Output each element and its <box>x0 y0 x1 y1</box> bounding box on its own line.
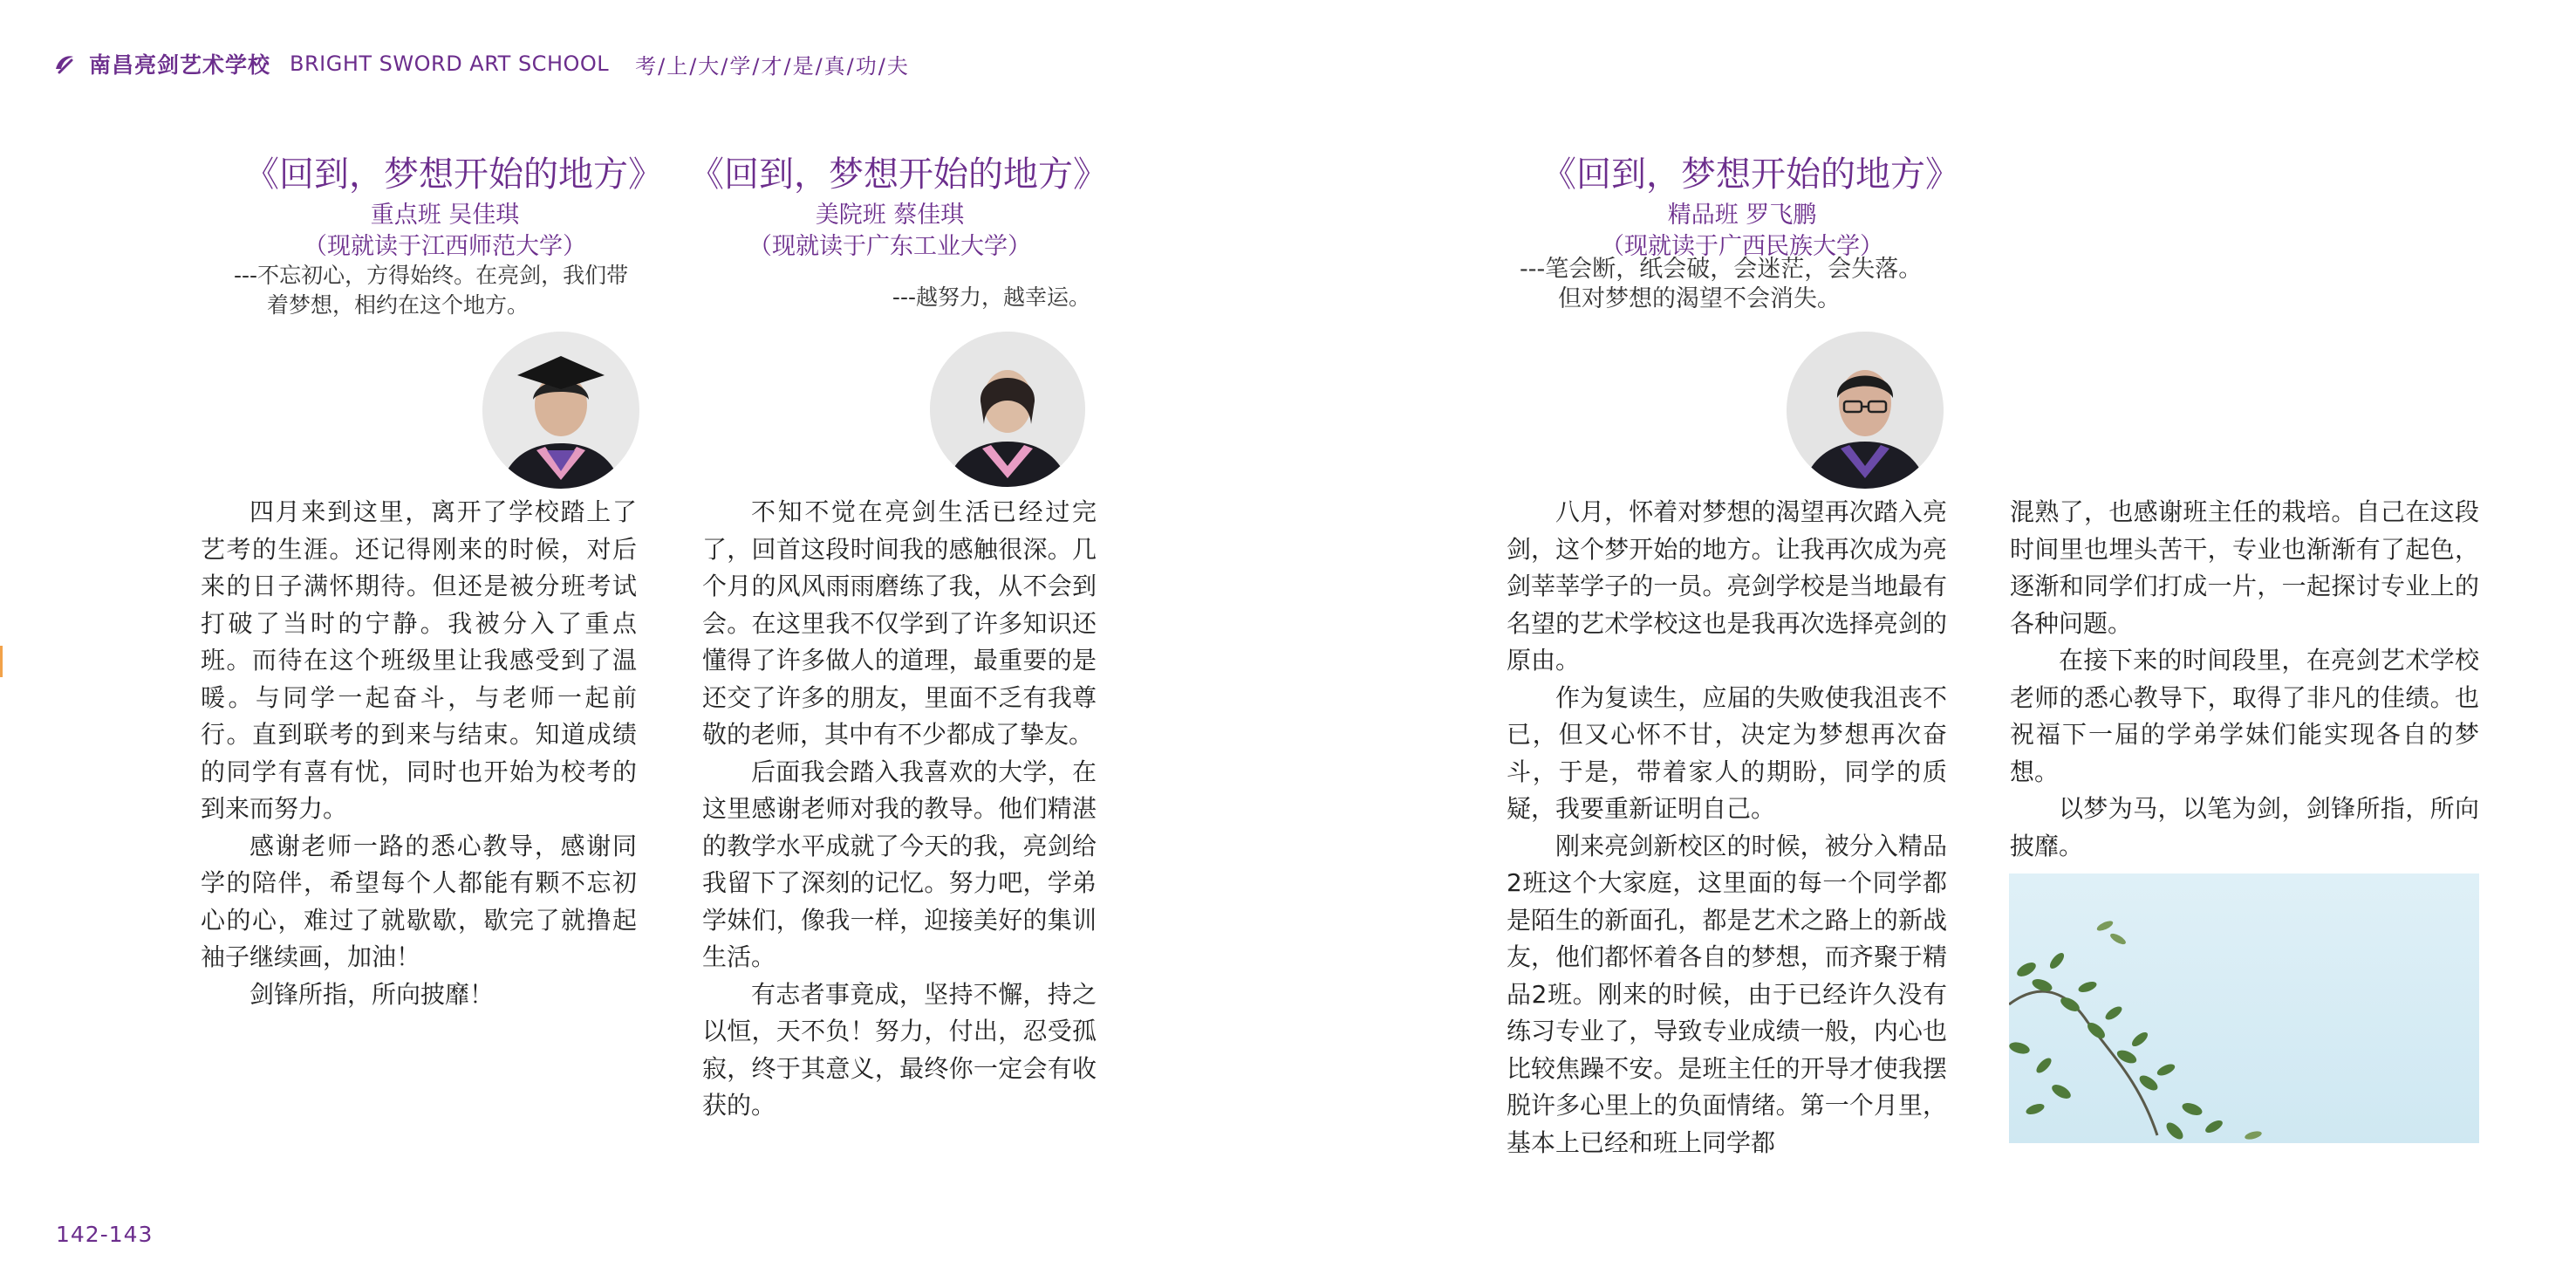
article-paragraph: 感谢老师一路的悉心教导，感谢同学的陪伴，希望每个人都能有颗不忘初心的心，难过了就歇歇，歇完了就撸起袖子继续画，加油！ <box>201 831 637 971</box>
school-slogan: 考/上/大/学/才/是/真/功/夫 <box>635 53 910 79</box>
article-paragraph: 八月，怀着对梦想的渴望再次踏入亮剑，这个梦开始的地方。让我再次成为亮剑莘莘学子的一员。亮剑学校是当地最有名望的艺术学校这也是我再次选择亮剑的原由。 <box>1507 497 1947 675</box>
article-author: 精品班 罗飞鹏 <box>1667 202 1817 229</box>
article-paragraph: 后面我会踏入我喜欢的大学，在这里感谢老师对我的教导。他们精湛的教学水平成就了今天的我，亮剑给我留下了深刻的记忆。努力吧，学弟学妹们，像我一样，迎接美好的集训生活。 <box>702 757 1097 971</box>
student-portrait <box>930 332 1085 487</box>
article-author: 美院班 蔡佳琪 <box>815 202 965 229</box>
quote-line: 但对梦想的渴望不会消失。 <box>1558 285 1841 312</box>
article-paragraph: 有志者事竟成，坚持不懈，持之以恒，天不负！努力，付出，忍受孤寂，终于其意义，最终你一定会有收获的。 <box>702 979 1097 1120</box>
article-paragraph: 剑锋所指，所向披靡！ <box>249 979 495 1009</box>
article-title: 《回到，梦想开始的地方》 <box>689 154 1108 195</box>
article-paragraph: 四月来到这里，离开了学校踏上了艺考的生涯。还记得刚来的时候，对后来的日子满怀期待。但还是被分班考试打破了当时的宁静。我被分入了重点班。而待在这个班级里让我感受到了温暖。与同学一起奋斗，与老师一起前行。直到联考的到来与结束。知道成绩的同学有喜有忧，同时也开始为校考的到来而努力。 <box>201 497 637 823</box>
school-name-cn: 南昌亮剑艺术学校 <box>89 52 271 78</box>
article-paragraph: 作为复读生，应届的失败使我沮丧不已，但又心怀不甘，决定为梦想再次奋斗，于是，带着家人的期盼，同学的质疑，我要重新证明自己。 <box>1507 682 1947 823</box>
page-header <box>52 49 910 79</box>
article-author: 重点班 吴佳琪 <box>370 202 520 229</box>
school-logo-icon <box>52 51 77 76</box>
article-paragraph: 刚来亮剑新校区的时候，被分入精品2班这个大家庭，这里面的每一个同学都是陌生的新面孔，都是艺术之路上的新战友，他们都怀着各自的梦想，而齐聚于精品2班。刚来的时候，由于已经许久没有练习专业了，导致专业成绩一般，内心也比较焦躁不安。是班主任的开导才使我摆脱许多心里上的负面情绪。第一个月里，基本上已经和班上同学都 <box>1507 831 1947 1157</box>
article-paragraph: 在接下来的时间段里，在亮剑艺术学校老师的悉心教导下，取得了非凡的佳绩。也祝福下一届的学弟学妹们能实现各自的梦想。 <box>2010 646 2479 786</box>
article-university: （现就读于江西师范大学） <box>304 233 586 260</box>
quote-line: ---笔会断，纸会破，会迷茫，会失落。 <box>1520 256 1923 283</box>
article-body <box>702 494 1097 1125</box>
article-title: 《回到，梦想开始的地方》 <box>1541 154 1960 195</box>
edge-marker <box>0 646 3 677</box>
quote-line: 着梦想，相约在这个地方。 <box>267 292 530 318</box>
page-number: 142-143 <box>56 1222 154 1247</box>
school-name-en: BRIGHT SWORD ART SCHOOL <box>290 51 610 76</box>
article-paragraph: 混熟了，也感谢班主任的栽培。自己在这段时间里也埋头苦干，专业也渐渐有了起色，逐渐和同学们打成一片，一起探讨专业上的各种问题。 <box>2010 497 2479 638</box>
student-portrait <box>482 332 639 489</box>
article-paragraph: 以梦为马，以笔为剑，剑锋所指，所向披靡。 <box>2010 794 2479 860</box>
article-quote <box>1520 255 1973 314</box>
article-body <box>1507 494 1947 1161</box>
article-body <box>201 494 637 1013</box>
article-university: （现就读于广西民族大学） <box>1601 233 1883 260</box>
article-quote <box>785 283 1090 312</box>
article-body-continued <box>2010 494 2479 865</box>
article-quote <box>234 261 644 320</box>
sky-leaves-photo <box>2009 874 2479 1143</box>
quote-line: ---越努力，越幸运。 <box>892 284 1090 310</box>
student-portrait <box>1787 332 1944 489</box>
quote-line: ---不忘初心，方得始终。在亮剑，我们带 <box>234 263 629 288</box>
article-title: 《回到，梦想开始的地方》 <box>244 154 663 195</box>
article-university: （现就读于广东工业大学） <box>748 233 1031 260</box>
article-paragraph: 不知不觉在亮剑生活已经过完了，回首这段时间我的感触很深。几个月的风风雨雨磨练了我，从不会到会。在这里我不仅学到了许多知识还懂得了许多做人的道理，最重要的是还交了许多的朋友，里面不乏有我尊敬的老师，其中有不少都成了挚友。 <box>702 497 1097 749</box>
